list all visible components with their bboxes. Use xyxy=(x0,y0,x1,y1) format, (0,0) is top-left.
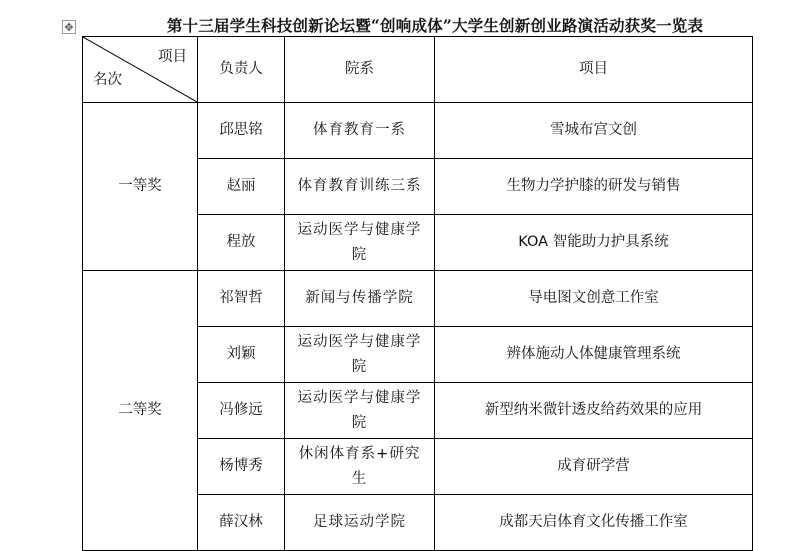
department-cell xyxy=(285,159,435,215)
leader-cell: 祁智哲 xyxy=(198,271,285,327)
awards-table xyxy=(82,36,753,551)
project-cell: 辨体施动人体健康管理系统 xyxy=(435,327,753,383)
page-title: 第十三届学生科技创新论坛暨“创响成体”大学生创新创业路演活动获奖一览表 xyxy=(166,16,704,35)
department-text: 新闻与传播学院 xyxy=(305,290,414,306)
leader-cell: 邱思铭 xyxy=(198,103,285,159)
leader-cell: 杨博秀 xyxy=(198,439,285,495)
department-text: 运动医学与健康学院 xyxy=(297,221,422,263)
department-text: 体育教育一系 xyxy=(313,122,406,138)
header-project: 项目 xyxy=(435,37,753,103)
diagonal-header-cell xyxy=(83,37,198,103)
leader-cell: 赵丽 xyxy=(198,159,285,215)
department-cell xyxy=(285,271,435,327)
table-header-row xyxy=(83,37,753,103)
department-text: 运动医学与健康学院 xyxy=(297,389,422,431)
rank-cell-first-prize: 一等奖 xyxy=(83,103,198,271)
department-text: 足球运动学院 xyxy=(313,514,406,530)
department-cell xyxy=(285,383,435,439)
table-row xyxy=(83,103,753,159)
table-row xyxy=(83,271,753,327)
leader-cell: 冯修远 xyxy=(198,383,285,439)
department-cell xyxy=(285,327,435,383)
project-cell: 新型纳米微针透皮给药效果的应用 xyxy=(435,383,753,439)
project-cell: 生物力学护膝的研发与销售 xyxy=(435,159,753,215)
header-leader: 负责人 xyxy=(198,37,285,103)
project-cell: 雪城布宫文创 xyxy=(435,103,753,159)
project-cell: KOA 智能助力护具系统 xyxy=(435,215,753,271)
department-text: 运动医学与健康学院 xyxy=(297,333,422,375)
header-project-label: 项目 xyxy=(158,49,187,65)
department-cell xyxy=(285,103,435,159)
project-cell: 成都天启体育文化传播工作室 xyxy=(435,495,753,551)
department-text: 休闲体育系+研究生 xyxy=(298,445,421,487)
department-cell xyxy=(285,215,435,271)
rank-cell-second-prize: 二等奖 xyxy=(83,271,198,551)
header-department: 院系 xyxy=(285,37,435,103)
leader-cell: 刘颖 xyxy=(198,327,285,383)
project-cell: 导电图文创意工作室 xyxy=(435,271,753,327)
leader-cell: 程放 xyxy=(198,215,285,271)
department-text: 体育教育训练三系 xyxy=(297,178,422,194)
department-cell xyxy=(285,495,435,551)
department-cell xyxy=(285,439,435,495)
project-cell: 成育研学营 xyxy=(435,439,753,495)
move-cross-icon[interactable]: ✥ xyxy=(62,20,76,34)
leader-cell: 薛汉林 xyxy=(198,495,285,551)
header-rank-label: 名次 xyxy=(93,72,122,88)
